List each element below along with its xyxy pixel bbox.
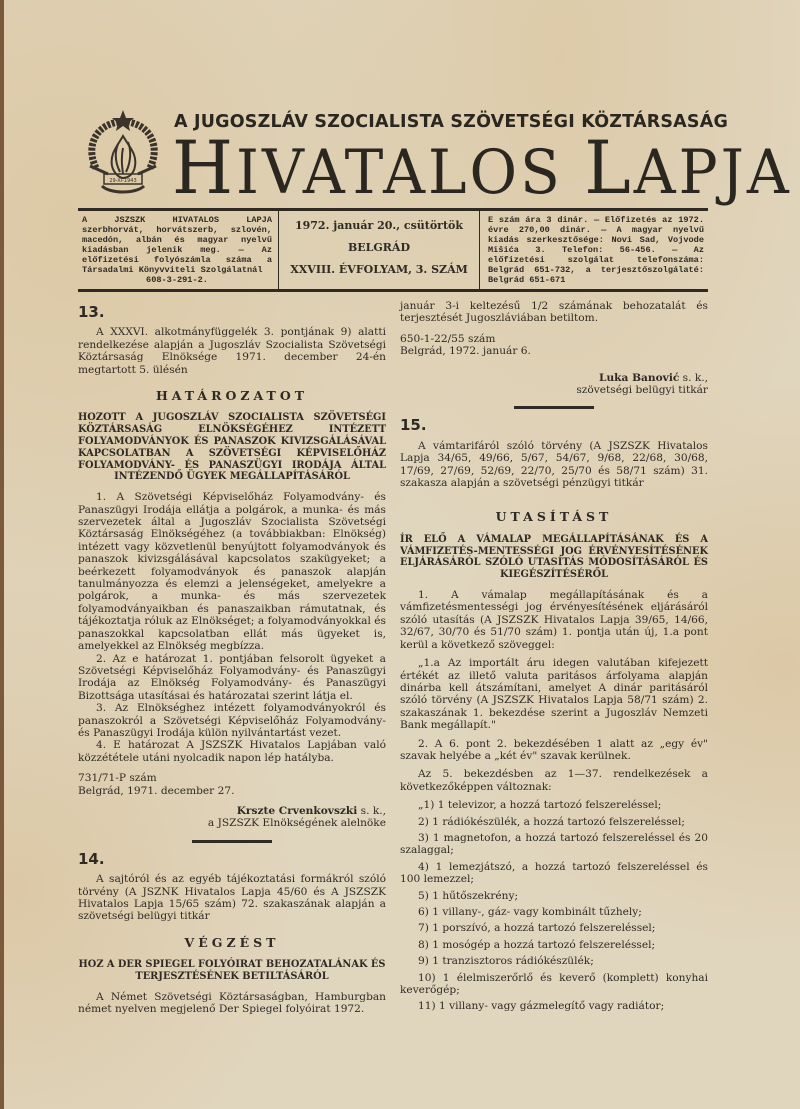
issue-date-block (279, 211, 480, 289)
s13-intro: A XXXVI. alkotmányfüggelék 3. pontjának 9) alatti rendelkezése alapján a Jugoszláv Szocialista Szövetségi Köztársaság Elnöksége 1971. december 24-én megtartott 5. ülésén (78, 326, 386, 376)
s15-intro: A vámtarifáról szóló törvény (A JSZSZK Hivatalos Lapja 34/65, 49/66, 5/67, 54/67, 9/68, 22/68, 30/68, 17/69, 27/69, 52/69, 22/70, 25/70 és 58/71 szám) 31. szakasza alapján a szövetségi pénzügyi titkár (400, 439, 708, 490)
s15-subheading: ÍR ELŐ A VÁMALAP MEGÁLLAPÍTÁSÁNAK ÉS A VÁMFIZETÉS-MENTESSÉGI JOG ÉRVÉNYESÍTÉSÉNEK ELJÁRÁSÁRÓL SZÓLÓ UTASÍTÁS MÓDOSÍTÁSÁRÓL ÉS KIEGÉSZÍTÉSÉRŐL (400, 533, 708, 581)
list-item: 7) 1 porszívó, a hozzá tartozó felszereléssel; (418, 922, 656, 935)
section-number-14: 14. (78, 849, 105, 868)
list-item: 8) 1 mosógép a hozzá tartozó felszereléssel; (418, 938, 656, 951)
section-divider (192, 840, 272, 843)
republic-name: A JUGOSZLÁV SZOCIALISTA SZÖVETSÉGI KÖZTÁRSASÁG (174, 112, 729, 132)
s15-p1a: „1.a Az importált áru idegen valutában kifejezett értékét az illető valuta paritásos árfolyama alapján dinárba kell átszámítani, amelyet A dinár paritásáról szóló törvény (A JSZSZK Hivatalos Lapja 58/71 szám) 2. szakaszának 1. bekezdése szerint a Jugoszláv Nemzeti Bank megállapít." (400, 657, 708, 732)
s14-heading: VÉGZÉST (184, 934, 280, 950)
s13-p1: 1. A Szövetségi Képviselőház Folyamodvány- és Panaszügyi Irodája ellátja a polgárok, a munka- és más szervezetek által a Jugoszláv Szocialista Szövetségi Köztársaság Elnökségéhez (a továbbiakban: Elnökség) intézett vagy közvetlenül benyújtott folyamodványok és panaszok kivizsgálásával kapcsolatos szakügyeket; a beérkezett folyamodványok és panaszok alapján tanulmányozza és elemzi a jelenségeket, amelyekre a polgárok, a munka- és más szervezetek folyamodványaikban és panaszaikban rámutatnak, és tájékoztatja róluk az Elnökséget; a folyamodványokkal és panaszokkal kapcsolatban ellát más ügyeket is, amelyekkel az Elnökség megbízza. (78, 491, 386, 653)
s14-p1: A Német Szövetségi Köztársaságban, Hamburgban német nyelven megjelenő Der Spiegel folyóirat 1972. (78, 990, 386, 1016)
page-edge (0, 0, 4, 1109)
list-item: 4) 1 lemezjátszó, a hozzá tartozó felszereléssel és 100 lemezzel; (400, 860, 708, 886)
s13-place-date: Belgrád, 1971. december 27. (78, 784, 235, 797)
list-item: 3) 1 magnetofon, a hozzá tartozó felszereléssel és 20 szalaggal; (400, 831, 708, 857)
s13-p4: 4. E határozat A JSZSZK Hivatalos Lapjában való közzététele utáni nyolcadik napon lép hatályba. (78, 739, 386, 764)
s15-heading: UTASÍTÁST (495, 509, 613, 525)
state-emblem-icon (80, 108, 166, 198)
svg-text:29-XI-1943: 29-XI-1943 (109, 178, 137, 184)
price-subscription-note: E szám ára 3 dinár. — Előfizetés az 1972. évre 270,00 dinár. — A magyar nyelvű kiadás szerkesztősége: Novi Sad, Vojvode Mišića 3. Telefon: 56-456. — Az előfizetési szolgálat telefonszáma: Belgrád 651-732, a terjesztőszolgálaté: Belgrád 651-671 (488, 215, 704, 285)
exemption-item-list (400, 799, 708, 1013)
issue-city: BELGRÁD (347, 241, 411, 254)
issue-info-bar (78, 208, 708, 292)
masthead (78, 100, 792, 212)
s13-subheading: HOZOTT A JUGOSZLÁV SZOCIALISTA SZÖVETSÉGI KÖZTÁRSASÁG ELNÖKSÉGÉHEZ INTÉZETT FOLYAMODVÁNYOK ÉS PANASZOK KIVIZSGÁLÁSÁVAL KAPCSOLATBAN A SZÖVETSÉGI KÉPVISELŐHÁZ FOLYAMODVÁNY- ÉS PANASZÜGYI IRODÁJA ÁLTAL INTÉZENDŐ ÜGYEK MEGÁLLAPÍTÁSÁRÓL (78, 412, 386, 483)
s15-p2: 2. A 6. pont 2. bekezdésében 1 alatt az „egy év" szavak helyébe a „két év" szavak kerülnek. (400, 737, 708, 762)
list-item: 10) 1 élelmiszerőrlő és keverő (komplett) konyhai keverőgép; (400, 971, 708, 997)
publication-languages-note: A JSZSZK HIVATALOS LAPJA szerbhorvát, horvátszerb, szlovén, macedón, albán és magyar nyelvű kiadásban jelenik meg. — Az előfizetési folyószámla száma a Társadalmi Könyvviteli Szolgálatnál 608-3-291-2. (78, 211, 279, 289)
list-item: 2) 1 rádiókészülék, a hozzá tartozó felszereléssel; (418, 815, 685, 828)
section-number-13: 13. (78, 303, 105, 321)
s13-signature: Krszte Crvenkovszki s. k., a JSZSZK Elnökségének alelnöke (207, 804, 386, 830)
s13-heading: HATÁROZATOT (155, 388, 309, 404)
publication-title: HIVATALOS LAPJA (172, 124, 792, 212)
s15-p1: 1. A vámalap megállapításának és a vámfizetésmentességi jog érvényesítésének eljárásáról szóló utasítás (A JSZSZK Hivatalos Lapja 39/65, 14/66, 32/67, 30/70 és 51/70 szám) 1. pontja után új, 1.a pont kerül a következő szöveggel: (400, 589, 708, 651)
s13-p3: 3. Az Elnökséghez intézett folyamodványokról és panaszokról a Szövetségi Képviselőház Folyamodvány- és Panaszügyi Irodája külön nyilvántartást vezet. (78, 702, 386, 739)
account-number: 608-3-291-2. (146, 275, 208, 285)
s14-ref: 650-1-22/55 szám (400, 332, 496, 345)
list-item: 11) 1 villany- vagy gázmelegítő vagy radiátor; (418, 1000, 665, 1013)
s14-intro: A sajtóról és az egyéb tájékoztatási formákról szóló törvény (A JSZNK Hivatalos Lapja 45/60 és A JSZSZK Hivatalos Lapja 15/65 szám) 72. szakaszának alapján a szövetségi belügyi titkár (78, 873, 386, 923)
s14-signature: Luka Banović s. k., szövetségi belügyi titkár (576, 371, 708, 397)
issue-volume: XXVIII. ÉVFOLYAM, 3. SZÁM (290, 263, 468, 276)
s14-subheading: HOZ A DER SPIEGEL FOLYÓIRAT BEHOZATALÁNAK ÉS TERJESZTÉSÉNEK BETILTÁSÁRÓL (78, 959, 386, 983)
list-item: 9) 1 tranzisztoros rádiókészülék; (418, 955, 594, 968)
s14-continued: január 3-i keltezésű 1/2 számának behozatalát és terjesztését Jugoszláviában betiltom. (400, 300, 708, 325)
list-item: 5) 1 hűtőszekrény; (418, 889, 519, 902)
s15-p3: Az 5. bekezdésben az 1—37. rendelkezések a következőképpen változnak: (400, 768, 708, 793)
section-divider (514, 406, 594, 409)
newspaper-page (78, 100, 792, 1016)
issue-date: 1972. január 20., csütörtök (294, 219, 464, 232)
list-item: 6) 1 villany-, gáz- vagy kombinált tűzhely; (418, 906, 642, 918)
s13-p2: 2. Az e határozat 1. pontjában felsorolt ügyeket a Szövetségi Képviselőház Folyamodvány- és Panaszügyi Irodája az Elnökség Folyamodvány- és Panaszügyi Bizottsága utasításai és határozatai szerint látja el. (78, 652, 386, 702)
s13-ref: 731/71-P szám (78, 772, 157, 785)
article-columns (78, 300, 708, 1017)
left-column (78, 300, 386, 1017)
right-column (400, 300, 708, 1017)
s14-place-date: Belgrád, 1972. január 6. (400, 345, 531, 358)
list-item: „1) 1 televizor, a hozzá tartozó felszereléssel; (418, 799, 662, 812)
section-number-15: 15. (400, 416, 427, 435)
